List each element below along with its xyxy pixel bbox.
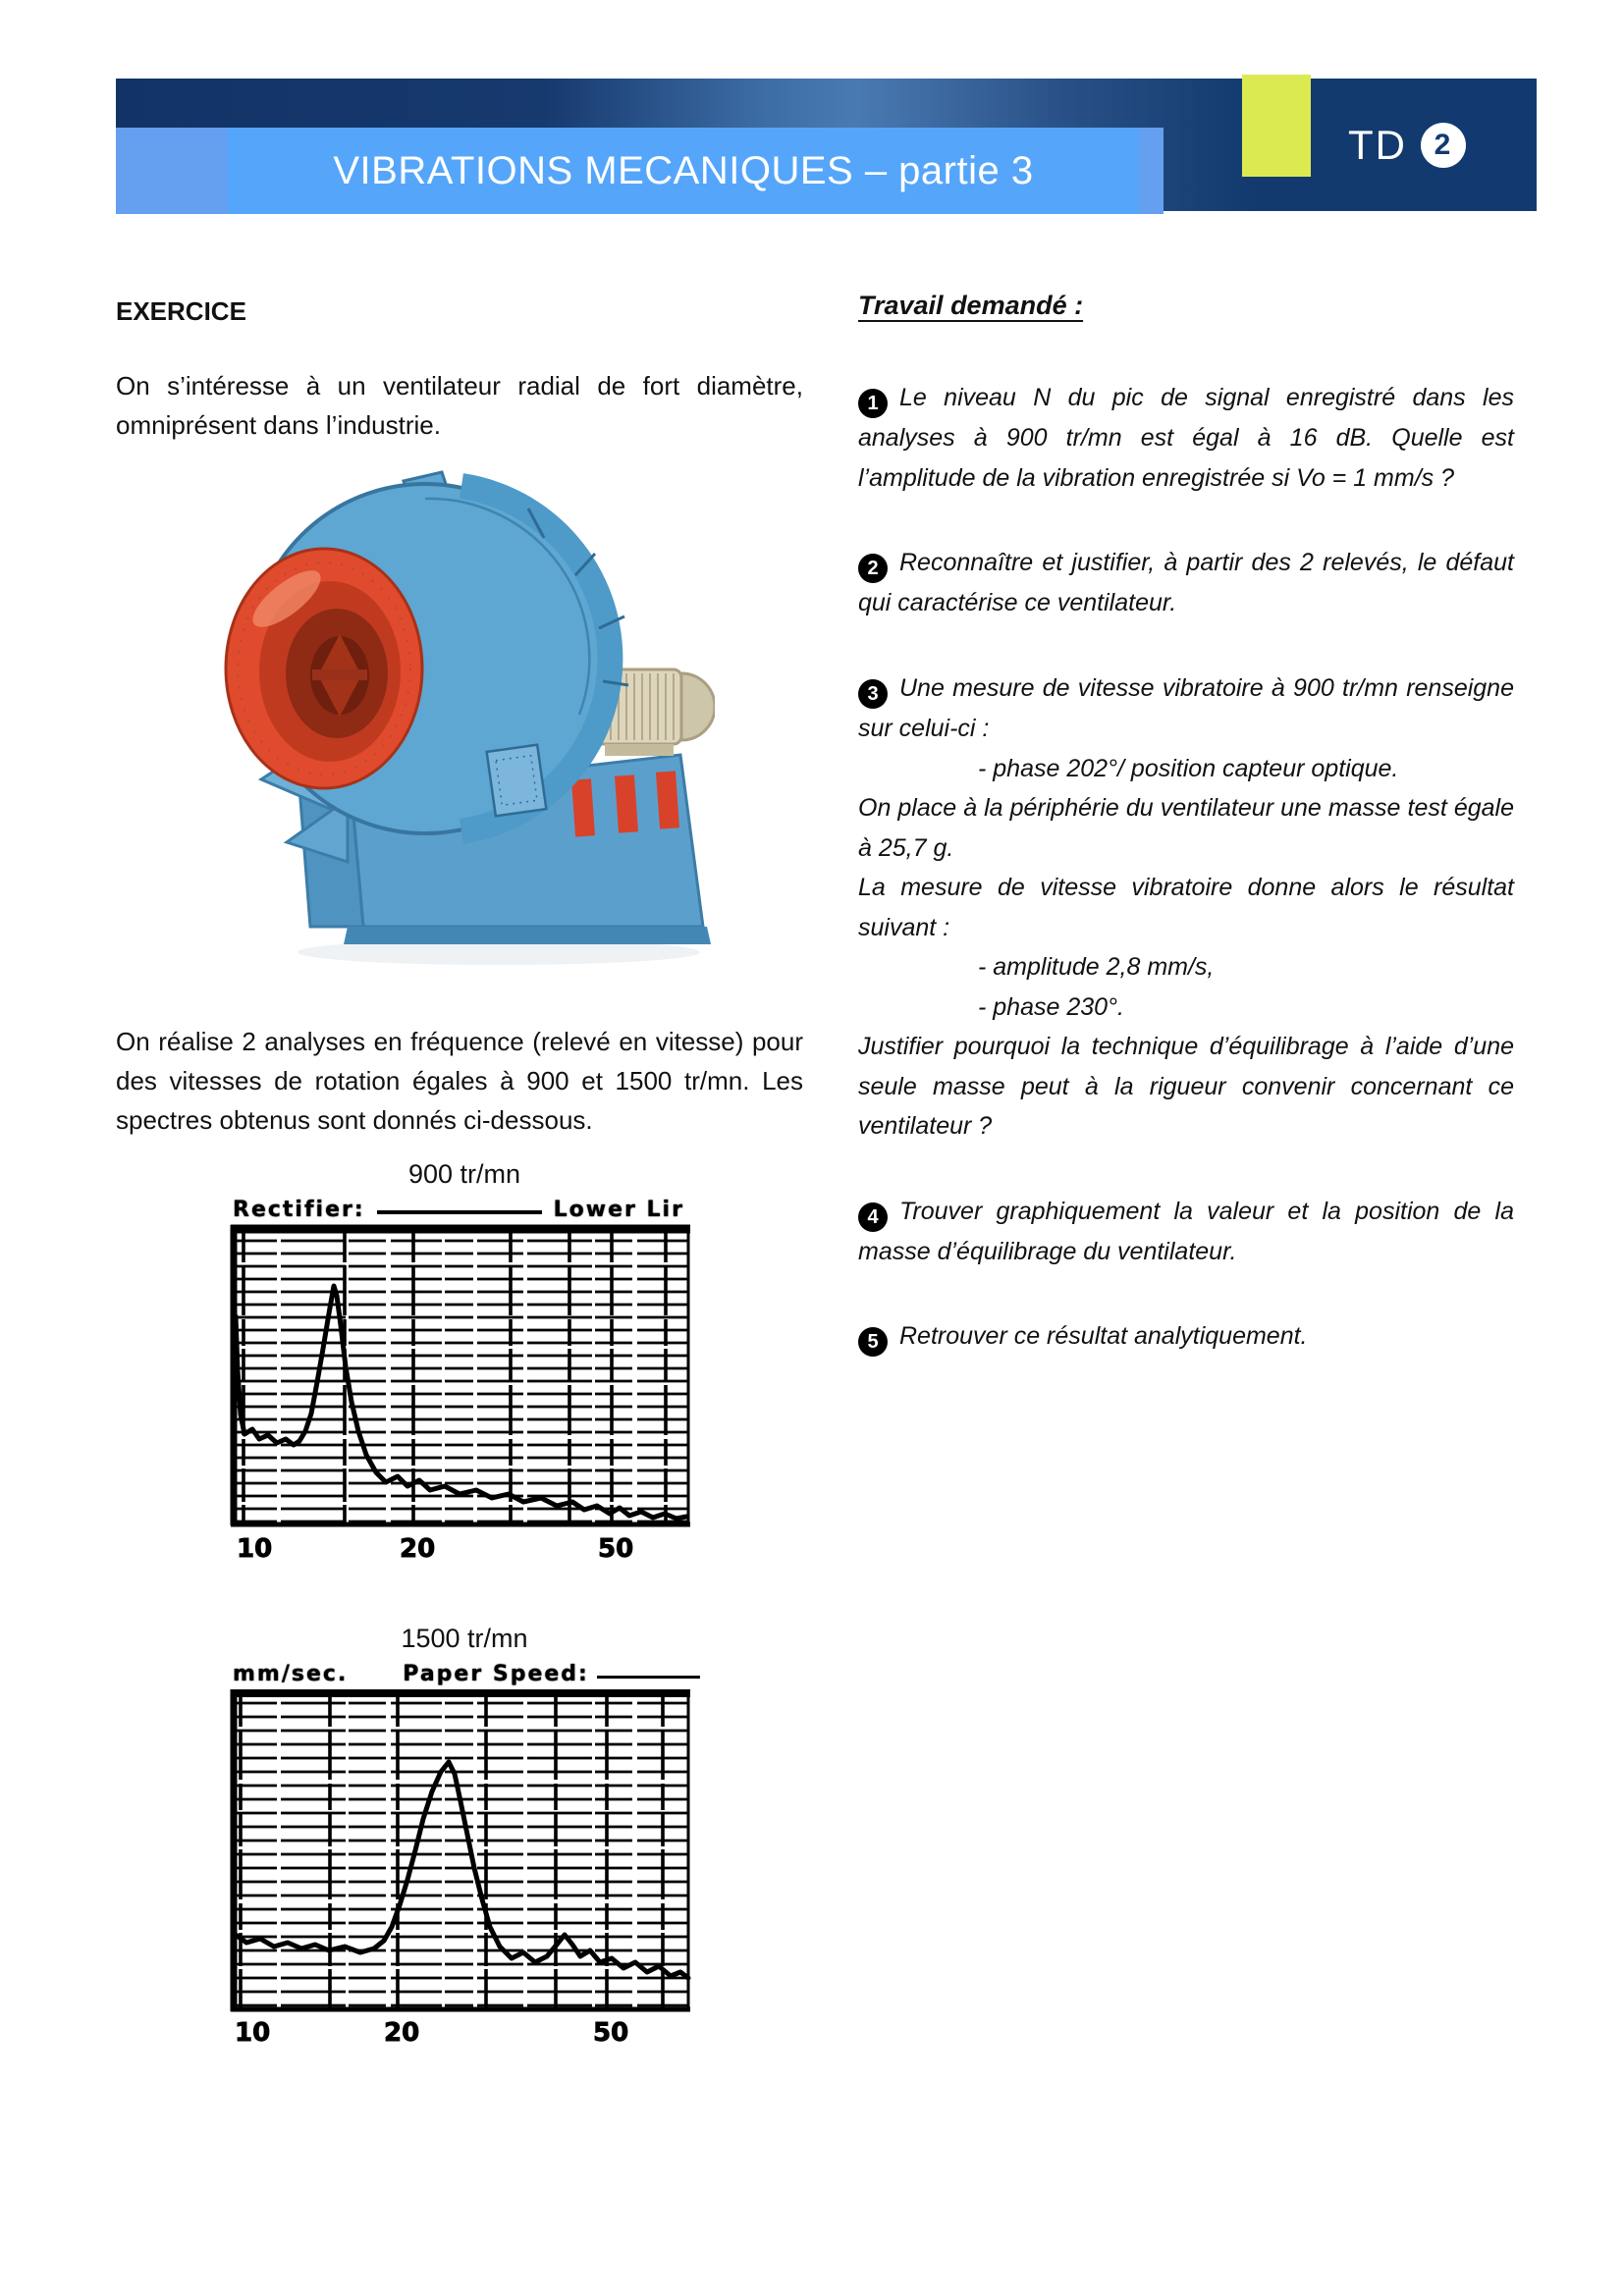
fan-inlet [226,549,422,788]
chart1-tick-50: 50 [598,1534,634,1565]
task4-text: Trouver graphiquement la valeur et la position de la masse d’équilibrage du ventilateur. [858,1197,1514,1265]
chart2-header-rule [597,1676,700,1679]
task1-text: Le niveau N du pic de signal enregistré dans les analyses à 900 tr/mn est égal à 16 dB. Quelle est l’amplitude de la vibration enregistrée si Vo = 1 mm/s ? [858,384,1514,492]
chart1-header-rule [377,1210,542,1214]
chart2-hgrid [231,1703,690,2005]
task-item-5 [858,1316,1514,1357]
task3-number-badge: 3 [858,679,888,709]
chart2-title: 1500 tr/mn [401,1624,528,1654]
left-column [116,283,803,2053]
task2-number-badge: 2 [858,554,888,583]
chart2-tick-10: 10 [235,2018,271,2049]
task3-result-line: La mesure de vitesse vibratoire donne alors le résultat suivant : [858,874,1514,941]
content-columns [116,283,1514,2053]
chart2-tick-50: 50 [593,2018,629,2049]
task3-phase-line: - phase 202°/ position capteur optique. [978,754,1399,782]
fan-image [204,467,715,978]
access-hatch [487,744,547,816]
page-title: VIBRATIONS MECANIQUES – partie 3 [333,148,1034,192]
header-title-band [116,128,1164,214]
spectrum-chart-1500 [229,1662,700,2053]
chart1-hgrid [231,1241,690,1522]
chart2-scan-header [233,1662,700,1686]
chart1-title: 900 tr/mn [407,1159,521,1190]
header-title-box [228,128,1139,214]
chart1-tick-10: 10 [237,1534,273,1565]
exercise-heading: EXERCICE [116,296,246,326]
task3-mass-line: On place à la périphérie du ventilateur une masse test égale à 25,7 g. [858,794,1514,862]
chart2-header-mid: Paper Speed: [403,1662,589,1687]
chart1-scan-header [233,1198,700,1222]
fan-figure [204,467,715,983]
chart1-header-left: Rectifier: [233,1198,365,1223]
base-vent-slot [656,771,679,828]
td-label [1348,122,1466,169]
chart1-tick-20: 20 [400,1534,436,1565]
base-vent-slot [571,778,595,836]
chart1-plot [229,1223,695,1569]
task2-text: Reconnaître et justifier, à partir des 2 relevés, le défaut qui caractérise ce ventilateur. [858,549,1514,617]
task-item-2 [858,543,1514,623]
chart2-tick-20: 20 [384,2018,420,2049]
analysis-paragraph: On réalise 2 analyses en fréquence (relevé en vitesse) pour des vitesses de rotation égales à 900 et 1500 tr/mn. Les spectres obtenus sont donnés ci-dessous. [116,1026,803,1136]
td-number-badge: 2 [1421,123,1466,168]
spectrum-chart-900 [229,1198,700,1569]
task3-phase2-line: - phase 230°. [978,992,1124,1021]
chart2-header-left: mm/sec. [233,1662,349,1687]
task3-justify-line: Justifier pourquoi la technique d’équilibrage à l’aide d’une seule masse peut à la rigueur convenir concernant ce ventilateur ? [858,1033,1514,1141]
task4-number-badge: 4 [858,1202,888,1232]
task-item-3 [858,668,1514,749]
task3-text: Une mesure de vitesse vibratoire à 900 tr/mn renseigne sur celui-ci : [858,673,1514,743]
task3-amplitude-line: - amplitude 2,8 mm/s, [978,953,1215,982]
chart1-vgrid [244,1229,666,1524]
task5-text: Retrouver ce résultat analytiquement. [899,1322,1308,1351]
task5-number-badge: 5 [858,1327,888,1357]
chart1-header-right: Lower Lir [553,1198,684,1223]
task-item-4 [858,1192,1514,1272]
task-item-1 [858,378,1514,498]
td-text: TD [1348,122,1407,168]
chart2-plot [229,1687,695,2053]
task1-number-badge: 1 [858,389,888,418]
header-yellow-accent [1242,75,1311,177]
right-column [858,283,1514,1357]
tasks-heading: Travail demandé : [858,291,1084,320]
base-vent-slot [615,774,638,832]
chart2-spectrum-trace [236,1762,688,1978]
intro-paragraph: On s’intéresse à un ventilateur radial de fort diamètre, omniprésent dans l’industrie. [116,371,803,441]
